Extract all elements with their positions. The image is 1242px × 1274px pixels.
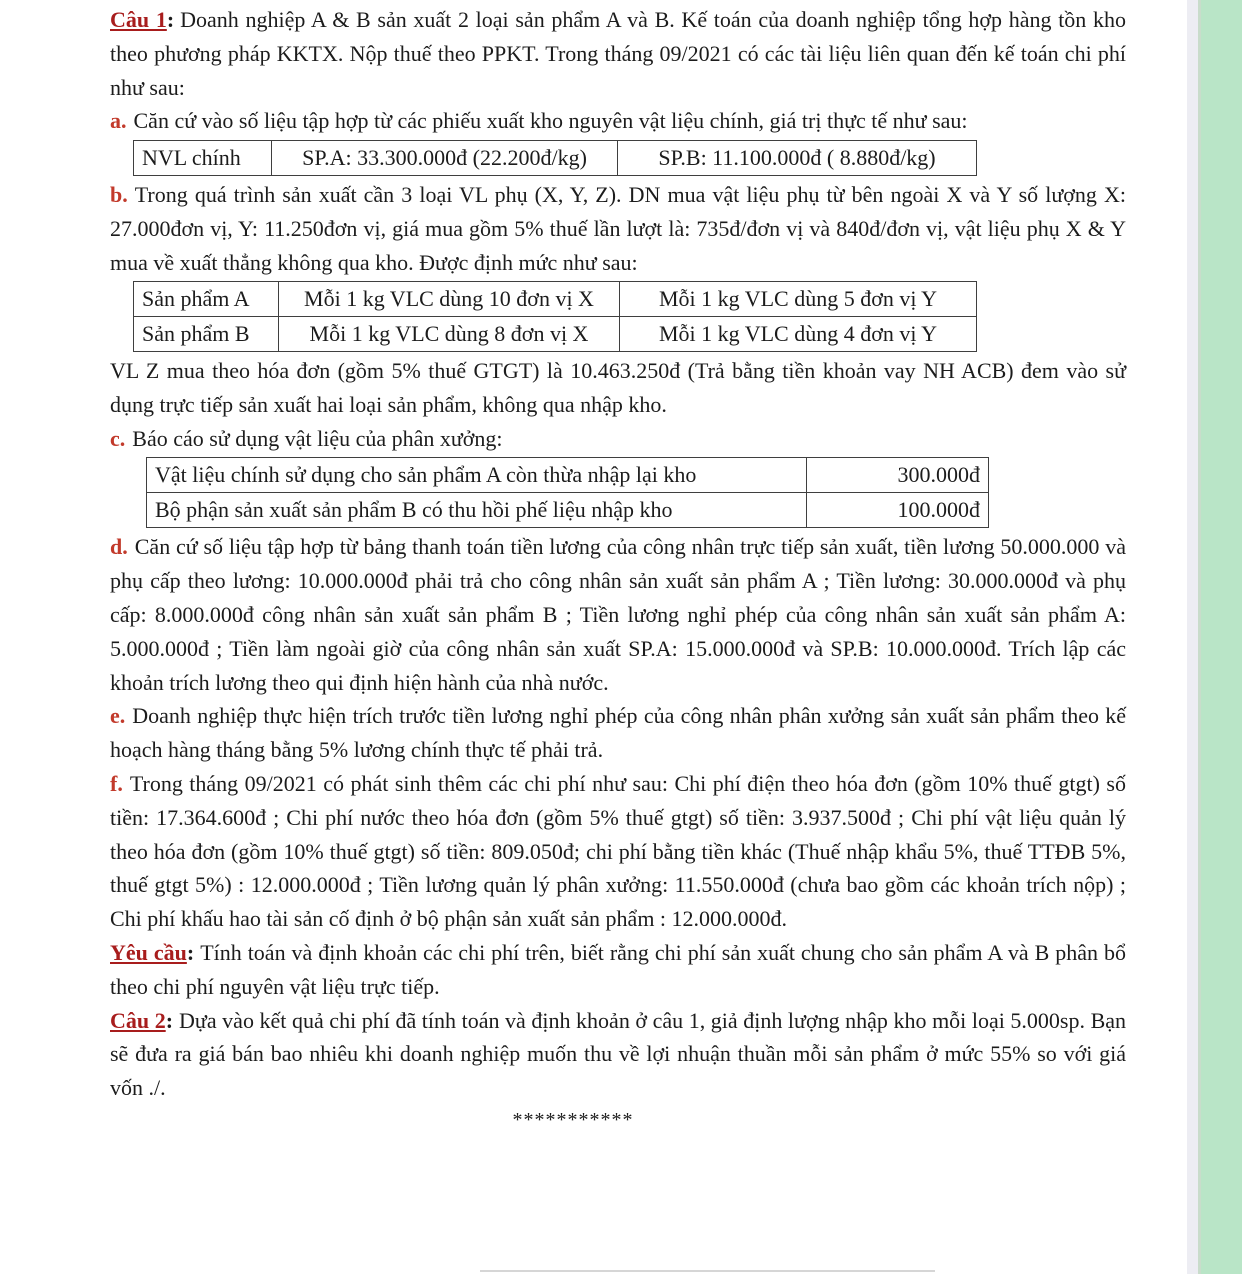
section-b-label: b. bbox=[110, 181, 128, 207]
table-cell: Mỗi 1 kg VLC dùng 5 đơn vị Y bbox=[620, 282, 977, 317]
table-cell: Vật liệu chính sử dụng cho sản phẩm A còn thừa nhập lại kho bbox=[147, 458, 807, 493]
table-cell: Bộ phận sản xuất sản phẩm B có thu hồi phế liệu nhập kho bbox=[147, 493, 807, 528]
section-f-label: f. bbox=[110, 770, 123, 796]
document-content bbox=[110, 3, 1126, 1135]
section-d-label: d. bbox=[110, 534, 128, 560]
paragraph-vl-z bbox=[110, 354, 1126, 422]
table-row bbox=[147, 458, 989, 493]
table-nvl-chinh bbox=[133, 140, 977, 176]
paragraph-cau2 bbox=[110, 1004, 1126, 1105]
table-cell: 100.000đ bbox=[807, 493, 989, 528]
cau2-label: Câu 2 bbox=[110, 1007, 166, 1033]
section-b-text: Trong quá trình sản xuất cần 3 loại VL phụ (X, Y, Z). DN mua vật liệu phụ từ bên ngoài X và Y số lượng X: 27.000đơn vị, Y: 11.250đơn vị, giá mua gồm 5% thuế lần lượt là: 735đ/đơn vị và 840đ/đơn vị, vật liệu phụ X & Y mua về xuất thẳng không qua kho. Được định mức như sau: bbox=[110, 181, 1126, 275]
paragraph-e bbox=[110, 699, 1126, 767]
table-cell: NVL chính bbox=[134, 141, 272, 176]
section-c-label: c. bbox=[110, 425, 126, 451]
yeu-cau-label: Yêu cầu bbox=[110, 939, 187, 965]
table-cell: SP.B: 11.100.000đ ( 8.880đ/kg) bbox=[618, 141, 977, 176]
table-row bbox=[134, 141, 977, 176]
section-e-text: Doanh nghiệp thực hiện trích trước tiền lương nghỉ phép của công nhân phân xưởng sản xuất sản phẩm theo kế hoạch hàng tháng bằng 5% lương chính thực tế phải trả. bbox=[110, 703, 1126, 763]
table-cell: Mỗi 1 kg VLC dùng 10 đơn vị X bbox=[279, 282, 620, 317]
cau2-text: Dựa vào kết quả chi phí đã tính toán và định khoản ở câu 1, giả định lượng nhập kho mỗi loại 5.000sp. Bạn sẽ đưa ra giá bán bao nhiêu khi doanh nghiệp muốn thu về lợi nhuận thuần mỗi sản phẩm ở mức 55% so với giá vốn ./. bbox=[110, 1007, 1127, 1101]
table-dinh-muc bbox=[133, 281, 977, 352]
yeu-cau-text: Tính toán và định khoản các chi phí trên, biết rằng chi phí sản xuất chung cho sản phẩm A và B phân bổ theo chi phí nguyên vật liệu trực tiếp. bbox=[110, 939, 1126, 999]
right-background-strip bbox=[1187, 0, 1242, 1274]
cau1-text: Doanh nghiệp A & B sản xuất 2 loại sản phẩm A và B. Kế toán của doanh nghiệp tổng hợp hàng tồn kho theo phương pháp KKTX. Nộp thuế theo PPKT. Trong tháng 09/2021 có các tài liệu liên quan đến kế toán chi phí như sau: bbox=[110, 7, 1126, 100]
paragraph-cau1 bbox=[110, 3, 1126, 104]
section-a-label: a. bbox=[110, 108, 127, 134]
yeu-cau-colon: : bbox=[186, 939, 195, 965]
section-d-text: Căn cứ số liệu tập hợp từ bảng thanh toán tiền lương của công nhân trực tiếp sản xuất, tiền lương 50.000.000 và phụ cấp theo lương: 10.000.000đ phải trả cho công nhân sản xuất sản phẩm A ; Tiền lương: 30.000.000đ và phụ cấp: 8.000.000đ công nhân sản xuất sản phẩm B ; Tiền lương nghỉ phép của công nhân sản xuất sản phẩm A: 5.000.000đ ; Tiền làm ngoài giờ của công nhân sản xuất SP.A: 15.000.000đ và SP.B: 10.000.000đ. Trích lập các khoản trích lương theo qui định hiện hành của nhà nước. bbox=[110, 534, 1126, 695]
table-cell: Sản phẩm A bbox=[134, 282, 279, 317]
paragraph-a bbox=[110, 104, 1126, 138]
section-c-text: Báo cáo sử dụng vật liệu của phân xưởng: bbox=[132, 425, 503, 451]
table-cell: Mỗi 1 kg VLC dùng 4 đơn vị Y bbox=[620, 317, 977, 352]
paragraph-c bbox=[110, 422, 1126, 456]
cau1-label: Câu 1 bbox=[110, 7, 167, 32]
table-cell: 300.000đ bbox=[807, 458, 989, 493]
page-bottom-divider bbox=[480, 1270, 935, 1272]
paragraph-b bbox=[110, 178, 1126, 279]
table-cell: SP.A: 33.300.000đ (22.200đ/kg) bbox=[272, 141, 618, 176]
table-cell: Sản phẩm B bbox=[134, 317, 279, 352]
paragraph-f bbox=[110, 767, 1126, 936]
cau1-colon: : bbox=[166, 7, 175, 32]
section-a-text: Căn cứ vào số liệu tập hợp từ các phiếu xuất kho nguyên vật liệu chính, giá trị thực tế như sau: bbox=[133, 108, 968, 134]
paragraph-d bbox=[110, 530, 1126, 699]
table-cell: Mỗi 1 kg VLC dùng 8 đơn vị X bbox=[279, 317, 620, 352]
cau2-colon: : bbox=[165, 1007, 174, 1033]
table-row bbox=[147, 493, 989, 528]
footer-separator: *********** bbox=[512, 1108, 634, 1131]
vl-z-text: VL Z mua theo hóa đơn (gồm 5% thuế GTGT) là 10.463.250đ (Trả bằng tiền khoản vay NH ACB) đem vào sử dụng trực tiếp sản xuất hai loại sản phẩm, không qua nhập kho. bbox=[110, 357, 1126, 417]
table-bao-cao bbox=[146, 457, 989, 528]
section-f-text: Trong tháng 09/2021 có phát sinh thêm các chi phí như sau: Chi phí điện theo hóa đơn (gồm 10% thuế gtgt) số tiền: 17.364.600đ ; Chi phí nước theo hóa đơn (gồm 5% thuế gtgt) số tiền: 3.937.500đ ; Chi phí vật liệu quản lý theo hóa đơn (gồm 10% thuế gtgt) số tiền: 809.050đ; chi phí bằng tiền khác (Thuế nhập khẩu 5%, thuế TTĐB 5%, thuế gtgt 5%) : 12.000.000đ ; Tiền lương quản lý phân xưởng: 11.550.000đ (chưa bao gồm các khoản trích nộp) ; Chi phí khấu hao tài sản cố định ở bộ phận sản xuất sản phẩm : 12.000.000đ. bbox=[110, 770, 1126, 932]
table-row bbox=[134, 317, 977, 352]
paragraph-yeu-cau bbox=[110, 936, 1126, 1004]
section-e-label: e. bbox=[110, 703, 126, 729]
table-row bbox=[134, 282, 977, 317]
